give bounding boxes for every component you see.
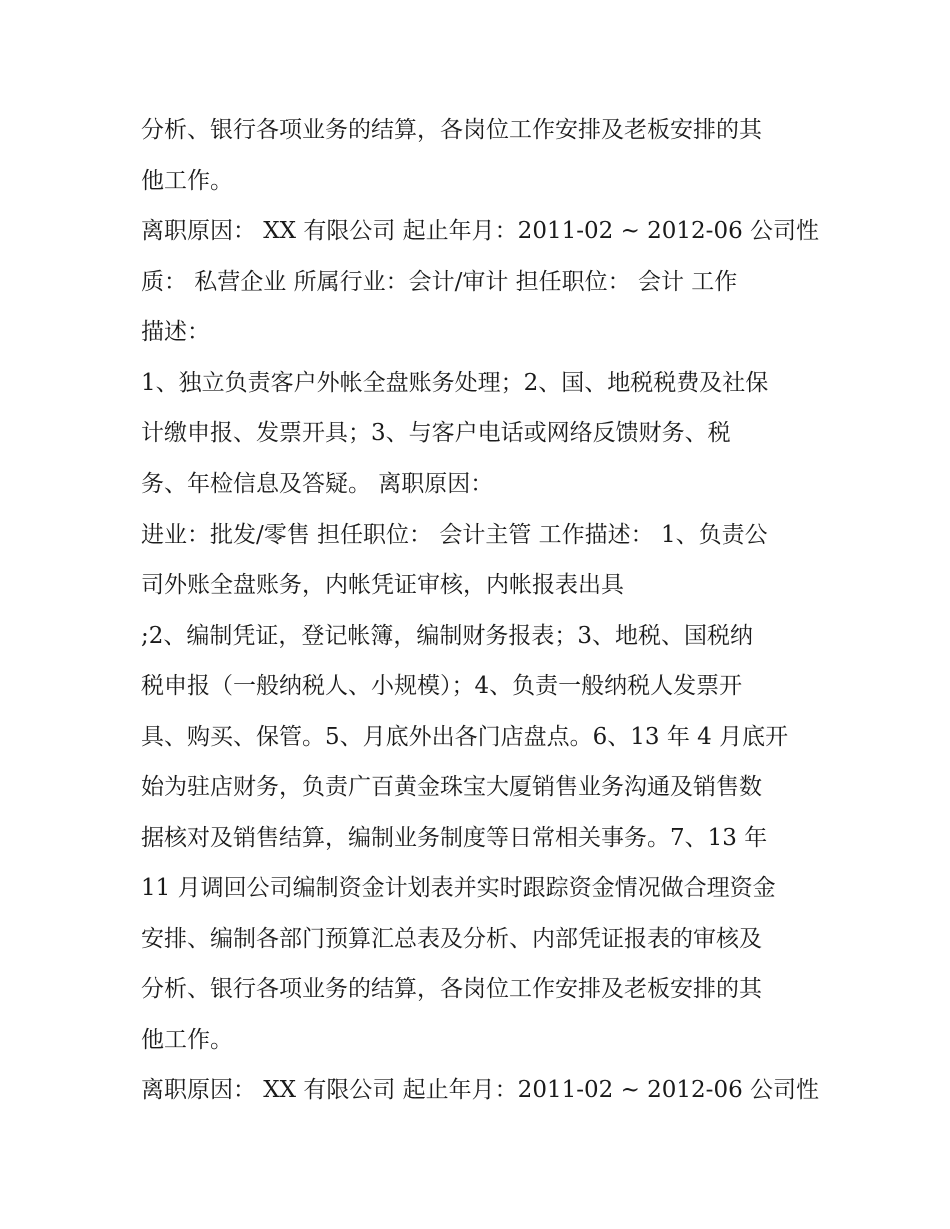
text-line: 他工作。: [141, 1027, 233, 1053]
text-line: 计缴申报、发票开具；3、与客户电话或网络反馈财务、税: [141, 420, 731, 446]
text-line: ;2、编制凭证，登记帐簿，编制财务报表；3、地税、国税纳: [141, 623, 754, 649]
text-line: 他工作。: [141, 168, 233, 194]
text-line: 始为驻店财务，负责广百黄金珠宝大厦销售业务沟通及销售数: [141, 774, 762, 800]
text-line: 11 月调回公司编制资金计划表并实时跟踪资金情况做合理资金: [141, 875, 776, 901]
text-line: 税申报（一般纳税人、小规模）；4、负责一般纳税人发票开: [141, 673, 743, 699]
text-line: 1、独立负责客户外帐全盘账务处理；2、国、地税税费及社保: [141, 370, 769, 396]
text-line: 据核对及销售结算，编制业务制度等日常相关事务。7、13 年: [141, 825, 768, 851]
text-line: 质： 私营企业 所属行业：会计/审计 担任职位： 会计 工作: [141, 269, 738, 295]
text-line: 分析、银行各项业务的结算，各岗位工作安排及老板安排的其: [141, 117, 762, 143]
text-line: 司外账全盘账务，内帐凭证审核，内帐报表出具: [141, 572, 624, 598]
text-line: 离职原因： XX 有限公司 起止年月：2011-02 ~ 2012-06 公司性: [141, 218, 820, 244]
text-line: 分析、银行各项业务的结算，各岗位工作安排及老板安排的其: [141, 976, 762, 1002]
text-line: 安排、编制各部门预算汇总表及分析、内部凭证报表的审核及: [141, 926, 762, 952]
text-line: 离职原因： XX 有限公司 起止年月：2011-02 ~ 2012-06 公司性: [141, 1077, 820, 1103]
text-line: 进业：批发/零售 担任职位： 会计主管 工作描述： 1、负责公: [141, 522, 768, 548]
text-line: 描述：: [141, 319, 210, 345]
text-line: 具、购买、保管。5、月底外出各门店盘点。6、13 年 4 月底开: [141, 724, 789, 750]
text-line: 务、年检信息及答疑。 离职原因：: [141, 471, 494, 497]
